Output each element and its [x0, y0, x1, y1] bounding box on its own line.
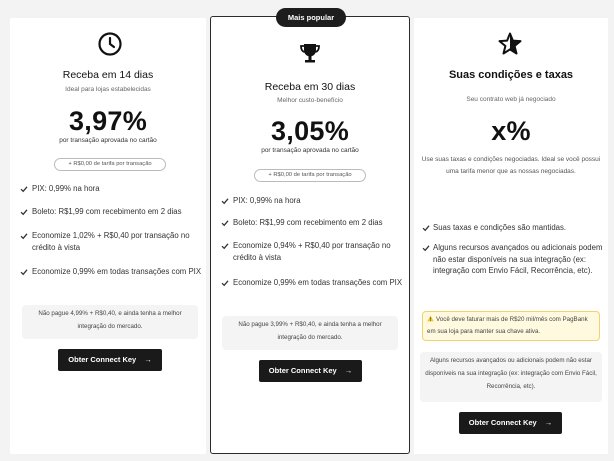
plan-price: 3,05%	[270, 116, 350, 146]
feature-item: Economize 0,94% + R$0,40 por transação no crédito à vista	[233, 241, 391, 262]
feature-item: PIX: 0,99% na hora	[233, 196, 301, 205]
check-icon	[422, 244, 430, 252]
info-note: Alguns recursos avançados ou adicionais podem não estar disponíveis na sua integração (ex: integração com Envio Fácil, Recorrência, etc).	[420, 352, 602, 402]
fee-pill: + R$0,00 de tarifa por transação	[54, 158, 166, 171]
check-icon	[221, 219, 229, 227]
plan-price: 3,97%	[68, 106, 148, 136]
arrow-right-icon: →	[144, 355, 152, 364]
warning-note	[422, 311, 600, 341]
feature-item: Alguns recursos avançados ou adicionais podem não estar disponíveis na sua integração (ex: integração com Envio Fácil, Recorrência, etc).	[433, 243, 603, 275]
check-icon	[221, 242, 229, 250]
get-connect-key-button[interactable]: Obter Connect Key →	[459, 412, 562, 434]
feature-item: Boleto: R$1,99 com recebimento em 2 dias	[233, 218, 383, 227]
feature-item: Suas taxas e condições são mantidas.	[433, 223, 567, 232]
trophy-icon	[297, 40, 323, 66]
plan-price-caption: por transação aprovada no cartão	[59, 137, 157, 144]
plan-description: Use suas taxas e condições negociadas. Ideal se você possui uma tarifa menor que as nossas negociadas.	[421, 156, 601, 175]
check-icon	[20, 232, 28, 240]
feature-item: PIX: 0,99% na hora	[32, 184, 100, 193]
feature-item: Economize 1,02% + R$0,40 por transação no crédito à vista	[32, 231, 190, 252]
feature-item: Economize 0,99% em todas transações com PIX	[32, 267, 202, 276]
warning-icon	[427, 315, 434, 322]
fee-pill: + R$0,00 de tarifa por transação	[254, 169, 366, 182]
plan-subtitle: Melhor custo-benefício	[277, 97, 343, 104]
most-popular-badge: Mais popular	[276, 8, 346, 27]
plan-price-caption: por transação aprovada no cartão	[261, 147, 359, 154]
feature-item: Boleto: R$1,99 com recebimento em 2 dias	[32, 207, 182, 216]
plan-title: Suas condições e taxas	[448, 69, 574, 81]
check-icon	[20, 268, 28, 276]
get-connect-key-button[interactable]: Obter Connect Key →	[259, 360, 362, 382]
info-note: Não pague 3,99% + R$0,40, e ainda tenha a melhor integração do mercado.	[222, 316, 398, 350]
get-connect-key-button[interactable]: Obter Connect Key →	[58, 349, 162, 371]
check-icon	[221, 279, 229, 287]
star-icon	[497, 31, 523, 57]
arrow-right-icon: →	[344, 366, 353, 375]
plan-title: Receba em 14 dias	[62, 69, 154, 81]
check-icon	[20, 208, 28, 216]
feature-item: Economize 0,99% em todas transações com PIX	[233, 278, 403, 287]
check-icon	[20, 185, 28, 193]
info-note: Não pague 4,99% + R$0,40, e ainda tenha a melhor integração do mercado.	[22, 305, 198, 339]
plan-subtitle: Ideal para lojas estabelecidas	[65, 86, 151, 93]
check-icon	[422, 224, 430, 232]
plan-price: x%	[491, 116, 531, 146]
plan-subtitle: Seu contrato web já negociado	[466, 96, 556, 103]
clock-icon	[97, 31, 123, 57]
arrow-right-icon: →	[544, 418, 553, 427]
plan-title: Receba em 30 dias	[264, 81, 356, 93]
warning-text: Você deve faturar mais de R$20 mil/mês com PagBank em sua loja para manter sua chave ativa.	[427, 316, 588, 335]
check-icon	[221, 197, 229, 205]
